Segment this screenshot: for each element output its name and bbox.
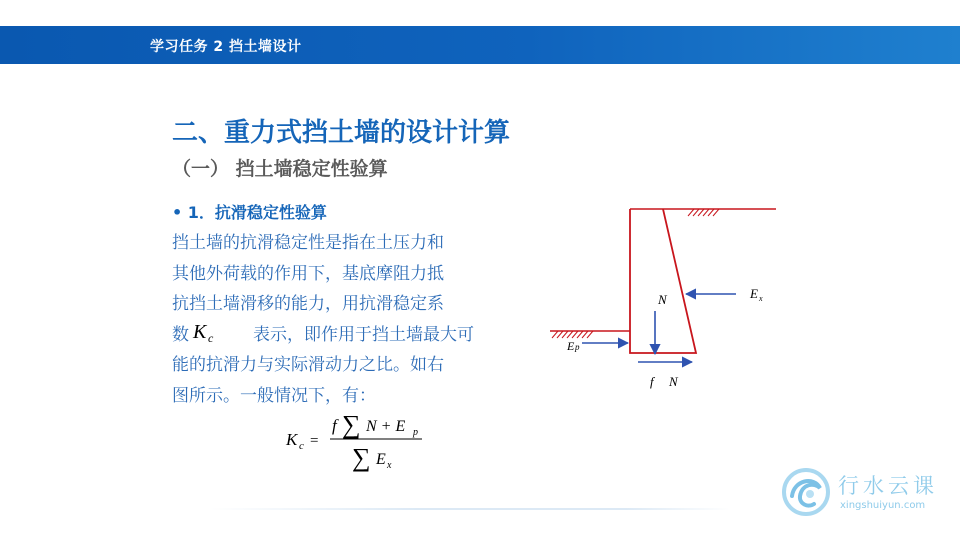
formula-den-sub: x: [387, 460, 392, 471]
stability-formula: [280, 408, 440, 474]
formula-den-sum: ∑: [352, 443, 371, 472]
paragraph-line: [172, 320, 502, 351]
ground-hatching: [552, 209, 719, 338]
label-ex: E: [750, 286, 758, 301]
formula-den-e: E: [376, 451, 386, 468]
label-f: f: [650, 374, 654, 389]
header-label: 学习任务 2 挡土墙设计: [150, 39, 302, 55]
paragraph-line: 图所示。一般情况下，有：: [172, 385, 376, 406]
brand-logo: [780, 466, 945, 518]
paragraph-text: 数: [172, 324, 189, 345]
formula-equals: =: [310, 433, 319, 449]
formula-num-sum: ∑: [342, 410, 361, 439]
label-n-bottom: N: [669, 374, 678, 389]
formula-num-n: N + E: [366, 418, 406, 435]
paragraph-line: 抗挡土墙滑移的能力，用抗滑稳定系: [172, 294, 444, 314]
page-subtitle: （一） 挡土墙稳定性验算: [172, 158, 388, 180]
wall-outline: [630, 209, 696, 353]
footer-divider: [210, 508, 730, 510]
kc-sub: c: [208, 330, 214, 344]
label-ex-sub: x: [759, 294, 763, 303]
paragraph-line: 其他外荷载的作用下，基底摩阻力抵: [172, 263, 444, 284]
formula-lhs-k: K: [286, 430, 298, 449]
label-ep-sub: p: [575, 342, 580, 352]
formula-num-f: f: [332, 416, 337, 435]
section-bullet: • 1．抗滑稳定性验算: [172, 203, 327, 222]
logo-text-cn: 行水云课: [838, 474, 938, 498]
formula-num-sub: p: [413, 427, 418, 438]
page-title: 二、重力式挡土墙的设计计算: [172, 118, 511, 148]
header-band: [0, 26, 960, 64]
body-paragraph: [172, 228, 502, 411]
label-n-top: N: [658, 292, 667, 307]
paragraph-line: 能的抗滑力与实际滑动力之比。如右: [172, 355, 444, 375]
formula-lhs-sub: c: [299, 440, 304, 452]
kc-symbol: [189, 322, 253, 344]
kc-k: K: [193, 321, 207, 343]
retaining-wall-diagram: [540, 200, 790, 400]
logo-text-en: xingshuiyun.com: [840, 500, 926, 511]
paragraph-text: 表示，即作用于挡土墙最大可: [253, 324, 474, 345]
paragraph-line: 挡土墙的抗滑稳定性是指在土压力和: [172, 233, 444, 253]
swirl-logo-icon: [780, 466, 832, 518]
label-ep: E: [567, 339, 575, 353]
